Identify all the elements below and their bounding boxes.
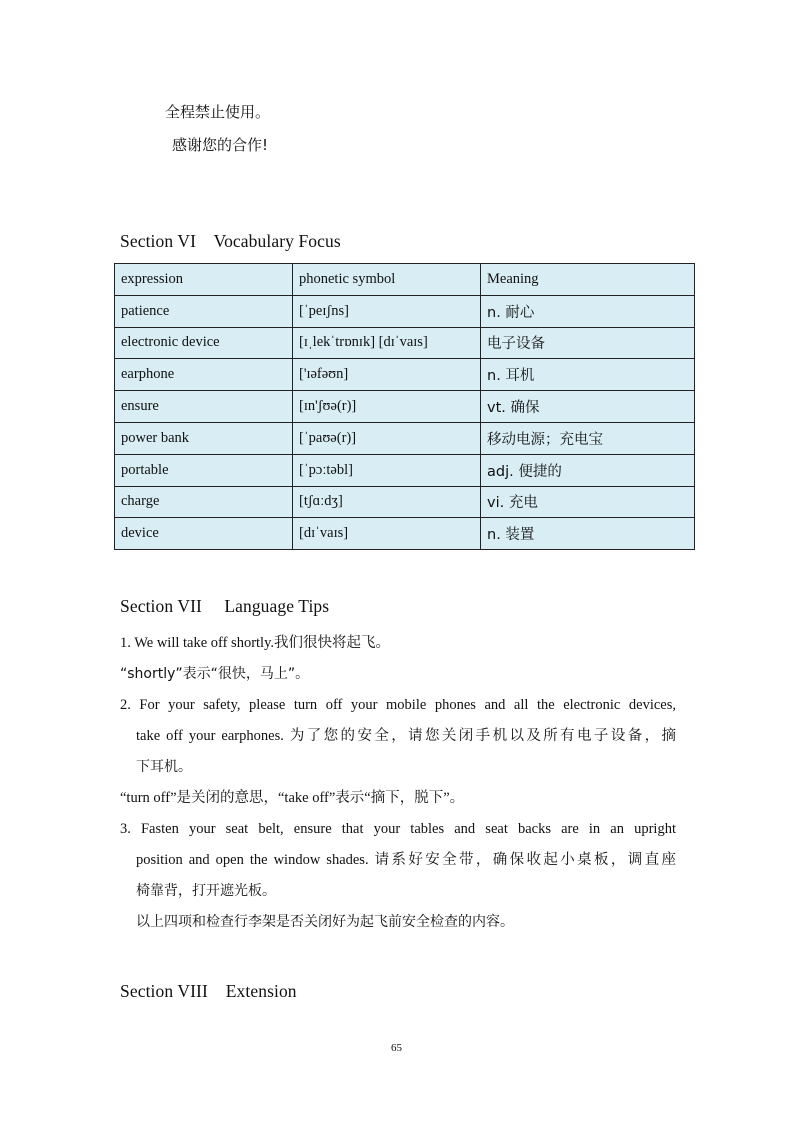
meaning-cell: vt. 确保 bbox=[481, 391, 695, 423]
tip-2-line-3: 下耳机。 bbox=[136, 759, 192, 775]
table-row bbox=[115, 295, 695, 327]
tip-3-line-1: 3. Fasten your seat belt, ensure that your tables and seat backs are in an upright bbox=[120, 821, 676, 837]
expression-cell: power bank bbox=[115, 422, 293, 454]
meaning-cell: 移动电源；充电宝 bbox=[481, 422, 695, 454]
table-row bbox=[115, 327, 695, 359]
tip-3-note: 以上四项和检查行李架是否关闭好为起飞前安全检查的内容。 bbox=[136, 914, 514, 930]
meaning-cell: n. 装置 bbox=[481, 518, 695, 550]
header-meaning: Meaning bbox=[481, 264, 695, 296]
phonetic-cell: [ˈpeɪʃns] bbox=[293, 295, 481, 327]
phonetic-cell: [ɪn'ʃʊə(r)] bbox=[293, 391, 481, 423]
table-header-row bbox=[115, 264, 695, 296]
tip-3-line-3: 椅靠背，打开遮光板。 bbox=[136, 883, 276, 899]
meaning-cell: adj. 便捷的 bbox=[481, 454, 695, 486]
table-row bbox=[115, 359, 695, 391]
phonetic-cell: [ˈpaʊə(r)] bbox=[293, 422, 481, 454]
header-phonetic-symbol: phonetic symbol bbox=[293, 264, 481, 296]
phonetic-cell: ['ɪəfəʊn] bbox=[293, 359, 481, 391]
header-expression: expression bbox=[115, 264, 293, 296]
expression-cell: charge bbox=[115, 486, 293, 518]
table-row bbox=[115, 422, 695, 454]
meaning-cell: vi. 充电 bbox=[481, 486, 695, 518]
table-row bbox=[115, 486, 695, 518]
phonetic-cell: [ɪˌlekˈtrɒnɪk] [dɪˈvaɪs] bbox=[293, 327, 481, 359]
expression-cell: portable bbox=[115, 454, 293, 486]
phonetic-cell: [dɪˈvaɪs] bbox=[293, 518, 481, 550]
page-number: 65 bbox=[391, 1042, 402, 1054]
section-7-title: Section VII Language Tips bbox=[120, 596, 330, 616]
notice-line-2: 感谢您的合作! bbox=[172, 136, 269, 154]
table-row bbox=[115, 454, 695, 486]
meaning-cell: 电子设备 bbox=[481, 327, 695, 359]
tip-1-note: “shortly”表示“很快，马上”。 bbox=[120, 666, 310, 682]
expression-cell: patience bbox=[115, 295, 293, 327]
expression-cell: electronic device bbox=[115, 327, 293, 359]
expression-cell: device bbox=[115, 518, 293, 550]
tip-3-line-2: position and open the window shades. 请系好安全带，确保收起小桌板，调直座 bbox=[136, 852, 676, 868]
section-6-title: Section VI Vocabulary Focus bbox=[120, 231, 341, 251]
tip-2-line-2: take off your earphones. 为了您的安全，请您关闭手机以及所有电子设备，摘 bbox=[136, 728, 676, 744]
phonetic-cell: [tʃɑːdʒ] bbox=[293, 486, 481, 518]
expression-cell: ensure bbox=[115, 391, 293, 423]
section-8-title: Section VIII Extension bbox=[120, 981, 297, 1001]
tip-2-note: “turn off”是关闭的意思，“take off”表示“摘下，脱下”。 bbox=[120, 790, 465, 806]
meaning-cell: n. 耐心 bbox=[481, 295, 695, 327]
table-row bbox=[115, 518, 695, 550]
tip-1: 1. We will take off shortly.我们很快将起飞。 bbox=[120, 635, 391, 651]
notice-line-1: 全程禁止使用。 bbox=[165, 103, 271, 121]
language-tips bbox=[120, 628, 676, 938]
phonetic-cell: [ˈpɔːtəbl] bbox=[293, 454, 481, 486]
tip-2-line-1: 2. For your safety, please turn off your mobile phones and all the electronic devices, bbox=[120, 697, 676, 713]
expression-cell: earphone bbox=[115, 359, 293, 391]
meaning-cell: n. 耳机 bbox=[481, 359, 695, 391]
table-row bbox=[115, 391, 695, 423]
vocabulary-table bbox=[114, 263, 695, 550]
